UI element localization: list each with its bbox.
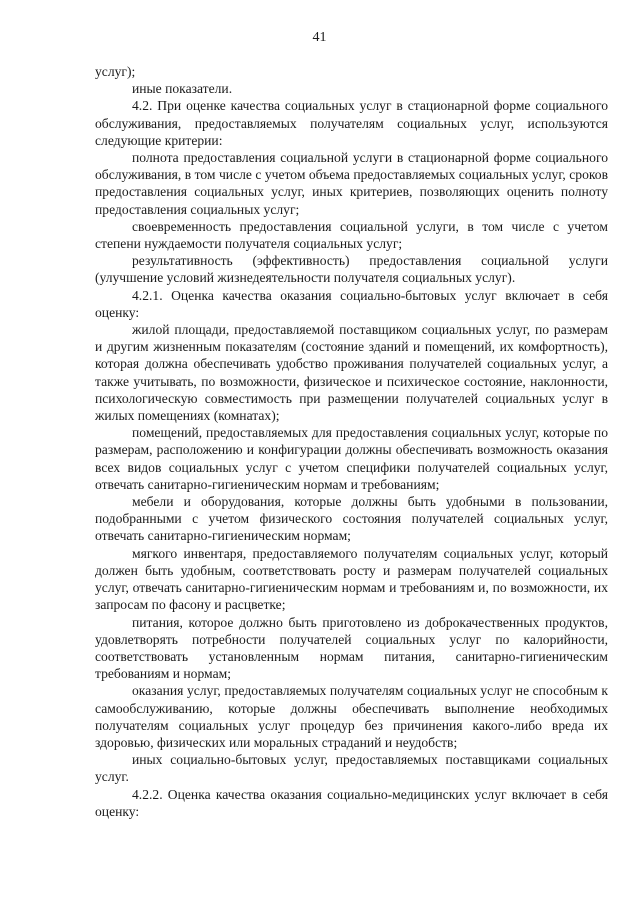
paragraph: помещений, предоставляемых для предоставления социальных услуг, которые по размерам, расположению и конфигурации должны обеспечивать возможность оказания всех видов социальных услуг с учетом специфики получателей социальных услуг, отвечать санитарно-гигиеническим нормам и требованиям; [95, 425, 608, 492]
paragraph: полнота предоставления социальной услуги в стационарной форме социального обслуживания, в том числе с учетом объема предоставляемых социальных услуг, сроков предоставления социальных услуг, иных критериев, позволяющих оценить полноту предоставления социальных услуг; [95, 150, 608, 217]
paragraph: мебели и оборудования, которые должны быть удобными в пользовании, подобранными с учетом физического состояния получателей социальных услуг, отвечать санитарно-гигиеническим нормам; [95, 494, 608, 544]
paragraph: своевременность предоставления социальной услуги, в том числе с учетом степени нуждаемости получателя социальных услуг; [95, 218, 608, 252]
paragraph: результативность (эффективность) предоставления социальной услуги (улучшение условий жизнедеятельности получателя социальных услуг). [95, 253, 608, 286]
paragraph: питания, которое должно быть приготовлено из доброкачественных продуктов, удовлетворять потребности получателей социальных услуг по калорийности, соответствовать установленным нормам питания, санитарно-гигиеническим требованиям и нормам; [95, 614, 608, 682]
paragraph: оказания услуг, предоставляемых получателям социальных услуг не способным к самообслуживанию, которые должны обеспечивать выполнение необходимых получателям социальных услуг процедур без причинения какого-либо вреда их здоровью, физических или моральных страданий и неудобств; [95, 683, 608, 750]
paragraph: услуг); [95, 64, 136, 79]
paragraph: 4.2.1. Оценка качества оказания социально-бытовых услуг включает в себя оценку: [95, 287, 608, 320]
paragraph: иные показатели. [132, 81, 233, 97]
paragraph: иных социально-бытовых услуг, предоставляемых поставщиками социальных услуг. [95, 752, 608, 785]
paragraph: 4.2.2. Оценка качества оказания социально-медицинских услуг включает в себя оценку: [95, 786, 608, 819]
paragraph: жилой площади, предоставляемой поставщиком социальных услуг, по размерам и другим жизненным показателям (состояние зданий и помещений, их комфортность), которая должна обеспечивать удобство проживания получателей социальных услуг, а также учитывать, по возможности, физическое и психическое состояние, наклонности, психологическую совместимость при размещении получателей социальных услуг в жилых помещениях (комнатах); [95, 322, 608, 424]
document-body [95, 63, 608, 820]
page-number: 41 [312, 30, 327, 45]
paragraph: 4.2. При оценке качества социальных услуг в стационарной форме социального обслуживания, предоставляемых получателям социальных услуг, используются следующие критерии: [95, 98, 608, 148]
paragraph: мягкого инвентаря, предоставляемого получателям социальных услуг, который должен быть удобным, соответствовать росту и размерам получателей социальных услуг, отвечать санитарно-гигиеническим нормам и требованиям и, по возможности, их запросам по фасону и расцветке; [95, 545, 608, 613]
